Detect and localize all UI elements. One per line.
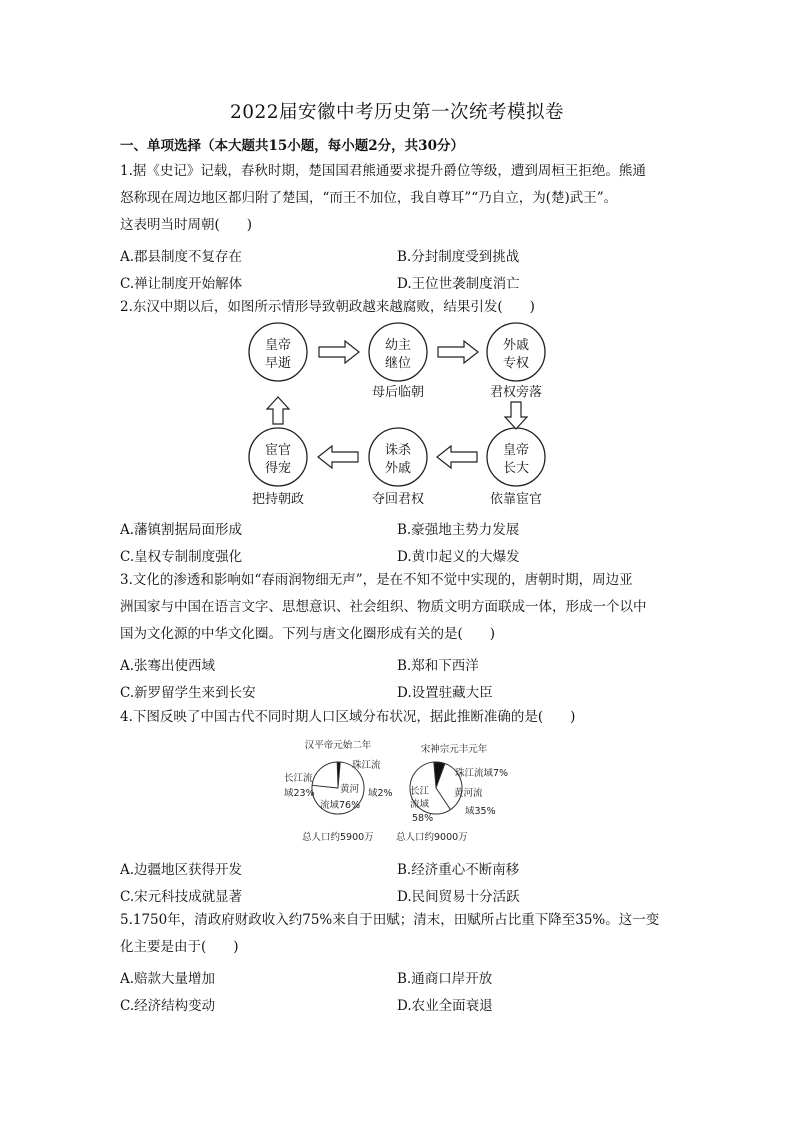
- circle-text: 早逝: [264, 356, 292, 371]
- arrow-left-1: [437, 446, 477, 468]
- q5-option-d[interactable]: D.农业全面衰退: [397, 998, 493, 1014]
- q3-option-b[interactable]: B.郑和下西洋: [397, 658, 479, 674]
- question-3-stem: [120, 567, 676, 648]
- question-line: 化主要是由于( ): [120, 939, 239, 955]
- q4-option-d[interactable]: D.民间贸易十分活跃: [397, 889, 520, 905]
- song-label: 58%: [412, 813, 434, 824]
- han-total: 总人口约5900万: [302, 832, 374, 843]
- cycle-diagram: [237, 322, 557, 512]
- population-pie-charts: [272, 736, 532, 848]
- question-line: 国为文化源的中华文化圈。下列与唐文化圈形成有关的是( ): [120, 626, 496, 642]
- arrow-right-1: [319, 341, 359, 363]
- question-line: 4.下图反映了中国古代不同时期人口区域分布状况，据此推断准确的是( ): [120, 709, 576, 725]
- circle-text: 专权: [502, 356, 530, 371]
- arrow-right-2: [438, 341, 478, 363]
- song-label: 黄河流: [454, 788, 483, 799]
- caption-control-court: 把持朝政: [251, 492, 305, 507]
- han-label: 流域76%: [320, 800, 361, 811]
- q5-option-b[interactable]: B.通商口岸开放: [397, 971, 493, 987]
- song-label: 域35%: [465, 806, 496, 817]
- q5-option-a[interactable]: A.赔款大量增加: [120, 971, 216, 987]
- song-label: 长江: [410, 786, 430, 797]
- song-total: 总人口约9000万: [396, 832, 468, 843]
- caption-regain-power: 夺回君权: [371, 492, 425, 507]
- han-label: 长江流: [284, 773, 313, 784]
- circle-text: 外戚: [384, 461, 412, 476]
- arrow-down: [505, 402, 527, 429]
- han-label: 珠江流: [352, 760, 381, 771]
- circle-text: 皇帝: [502, 443, 530, 458]
- q2-option-d[interactable]: D.黄巾起义的大爆发: [397, 549, 520, 565]
- q3-option-a[interactable]: A.张骞出使西域: [120, 658, 216, 674]
- caption-empress-regency: 母后临朝: [371, 385, 425, 400]
- circle-text: 宦官: [264, 443, 292, 458]
- question-line: 怒称现在周边地区都归附了楚国，“而王不加位，我自尊耳”“乃自立，为(楚)武王”。: [120, 190, 618, 206]
- circle-text: 诛杀: [384, 443, 412, 458]
- question-line: 3.文化的渗透和影响如“春雨润物细无声”，是在不知不觉中实现的，唐朝时期，周边亚: [120, 572, 633, 588]
- q4-option-c[interactable]: C.宋元科技成就显著: [120, 889, 243, 905]
- q1-option-a[interactable]: A.郡县制度不复存在: [120, 249, 243, 265]
- han-chart-title: 汉平帝元始二年: [304, 740, 372, 751]
- q1-option-c[interactable]: C.禅让制度开始解体: [120, 276, 243, 292]
- q1-option-d[interactable]: D.王位世袭制度消亡: [397, 276, 520, 292]
- question-2-stem: [120, 294, 676, 321]
- question-4-stem: [120, 704, 676, 731]
- caption-power-lost: 君权旁落: [489, 385, 543, 400]
- question-line: 这表明当时周朝( ): [120, 217, 253, 233]
- q3-option-c[interactable]: C.新罗留学生来到长安: [120, 685, 256, 701]
- q3-option-d[interactable]: D.设置驻藏大臣: [397, 685, 493, 701]
- q4-option-a[interactable]: A.边疆地区获得开发: [120, 862, 243, 878]
- question-line: 洲国家与中国在语言文字、思想意识、社会组织、物质文明方面联成一体，形成一个以中: [120, 599, 647, 615]
- han-label: 黄河: [340, 784, 360, 795]
- pie-slice-changjiang: [312, 762, 338, 788]
- han-label: 域23%: [284, 788, 315, 799]
- question-line: 5.1750年，清政府财政收入约75%来自于田赋；清末，田赋所占比重下降至35%。这一变: [120, 912, 660, 928]
- circle-text: 长大: [502, 461, 530, 476]
- arrow-up: [267, 397, 289, 424]
- question-line: 1.据《史记》记载，春秋时期，楚国国君熊通要求提升爵位等级，遭到周桓王拒绝。熊通: [120, 163, 646, 179]
- question-line: 2.东汉中期以后，如图所示情形导致朝政越来越腐败，结果引发( ): [120, 299, 535, 315]
- circle-text: 幼主: [384, 338, 412, 353]
- page-title: 2022届安徽中考历史第一次统考模拟卷: [229, 102, 565, 123]
- caption-rely-eunuch: 依靠宦官: [489, 492, 543, 507]
- q1-option-b[interactable]: B.分封制度受到挑战: [397, 249, 520, 265]
- circle-text: 外戚: [502, 338, 530, 353]
- q2-option-a[interactable]: A.藩镇割据局面形成: [120, 522, 243, 538]
- circle-text: 继位: [384, 356, 412, 371]
- han-label: 域2%: [368, 788, 393, 799]
- song-label: 流域: [410, 799, 430, 810]
- question-1-stem: [120, 158, 676, 239]
- arrow-left-2: [318, 446, 358, 468]
- q2-option-c[interactable]: C.皇权专制制度强化: [120, 549, 243, 565]
- circle-text: 皇帝: [264, 338, 292, 353]
- q4-option-b[interactable]: B.经济重心不断南移: [397, 862, 520, 878]
- song-label: 珠江流域7%: [455, 768, 509, 779]
- q2-option-b[interactable]: B.豪强地主势力发展: [397, 522, 520, 538]
- section-heading: 一、单项选择（本大题共15小题，每小题2分，共30分）: [120, 138, 464, 154]
- circle-text: 得宠: [264, 461, 292, 476]
- question-5-stem: [120, 907, 676, 961]
- song-chart-title: 宋神宗元丰元年: [420, 744, 488, 755]
- q5-option-c[interactable]: C.经济结构变动: [120, 998, 216, 1014]
